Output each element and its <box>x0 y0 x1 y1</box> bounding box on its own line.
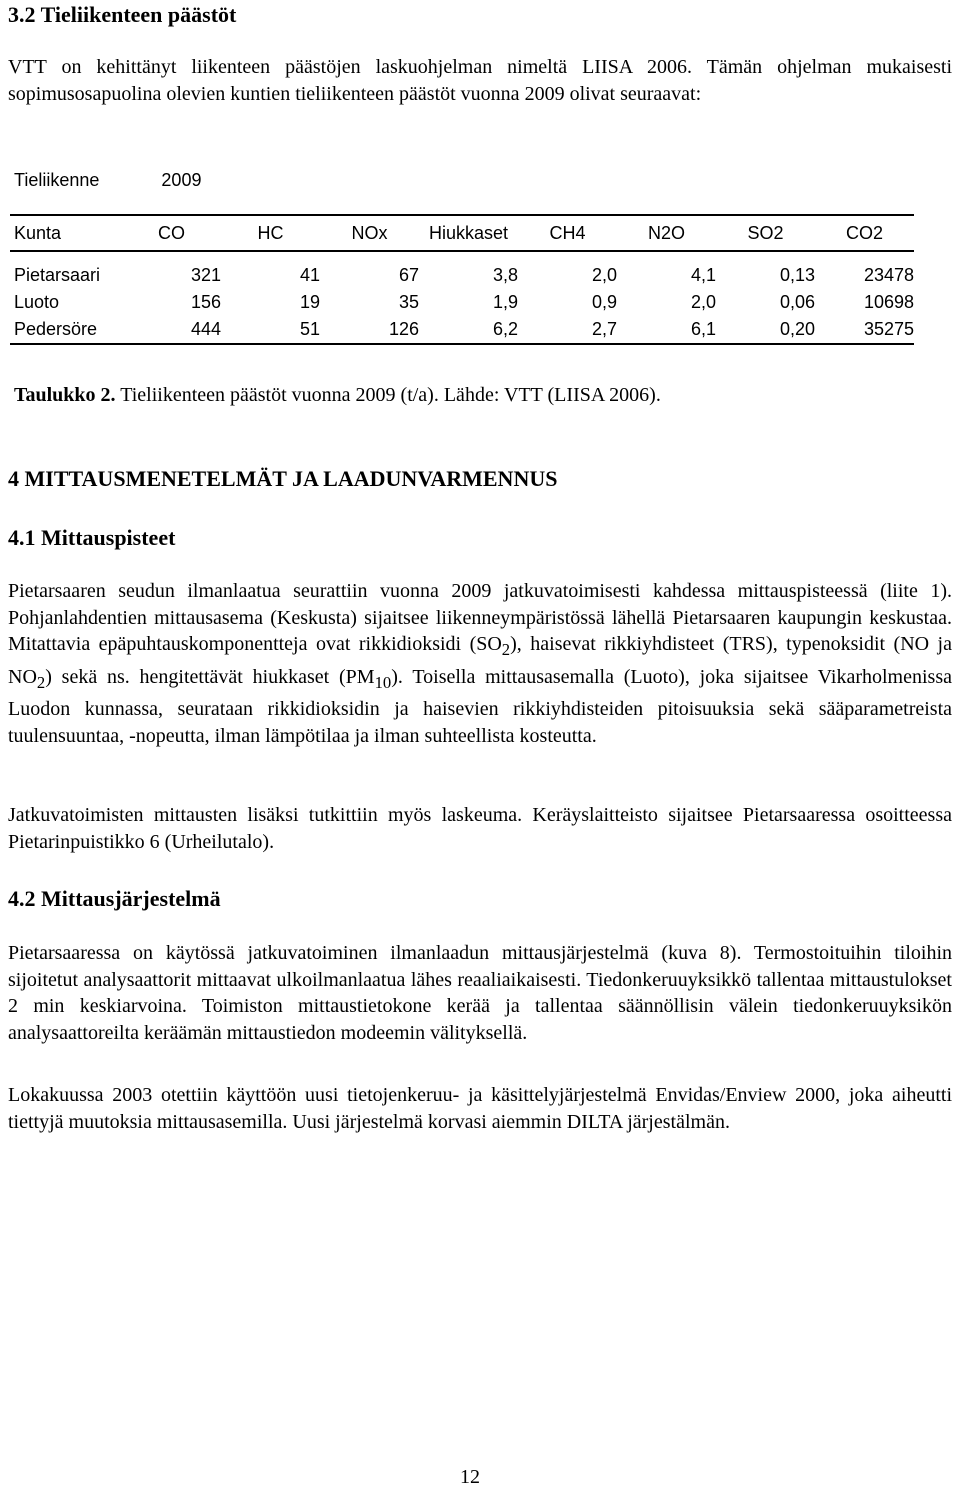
table-label-row <box>14 170 201 191</box>
paragraph-4-1-a-part3: ) sekä ns. hengitettävät hiukkaset (PM <box>45 665 375 688</box>
emissions-table <box>10 214 914 345</box>
header-kunta: Kunta <box>10 215 122 251</box>
table-cell: 2,7 <box>518 316 617 344</box>
header-ch4: CH4 <box>518 215 617 251</box>
table-cell: 444 <box>122 316 221 344</box>
table-cell: 51 <box>221 316 320 344</box>
table-cell: 0,9 <box>591 292 617 312</box>
table-caption-text: Tieliikenteen päästöt vuonna 2009 (t/a). Lähde: VTT (LIISA 2006). <box>115 384 661 406</box>
table-year: 2009 <box>161 170 202 190</box>
header-hc: HC <box>221 215 320 251</box>
table-cell: 0,20 <box>716 316 815 344</box>
table-cell: 35 <box>398 292 419 312</box>
paragraph-4-1-a <box>8 578 952 749</box>
header-so2: SO2 <box>716 215 815 251</box>
table-caption <box>14 384 661 407</box>
so2-subscript: 2 <box>501 640 511 659</box>
table-cell: 23478 <box>863 265 914 285</box>
table-header-row <box>10 215 914 251</box>
table-cell: 41 <box>299 265 320 285</box>
paragraph-4-1-a-part2: ), haisevat rikkiyhdisteet (TRS), typenoksidit (NO ja NO <box>8 633 952 688</box>
table-cell: 2,0 <box>690 292 716 312</box>
table-row <box>10 316 914 344</box>
table-cell: 0,13 <box>779 265 815 285</box>
paragraph-4-2-b: Lokakuussa 2003 otettiin käyttöön uusi tietojenkeruu- ja käsittelyjärjestelmä Envidas/Enview 2000, joka aiheutti tiettyjä muutoksia mittausasemilla. Uusi järjestelmä korvasi aiemmin DILTA järjestälmän. <box>8 1084 952 1133</box>
table-cell: 35275 <box>815 316 914 344</box>
pm10-subscript: 10 <box>374 672 392 692</box>
table-cell: 1,9 <box>492 292 518 312</box>
chapter-heading-4: 4 MITTAUSMENETELMÄT JA LAADUNVARMENNUS <box>8 466 558 491</box>
table-label: Tieliikenne <box>14 170 100 190</box>
table-cell: 3,8 <box>492 265 518 285</box>
paragraph-4-1-a-part1: Pietarsaaren seudun ilmanlaatua seurattiin vuonna 2009 jatkuvatoimisesti kahdessa mittauspisteessä (liite 1). Pohjanlahdentien mittausasema (Keskusta) sijaitsee liikenneympäristössä lähellä Pietarsaaren kaupungin keskustaa. Mitattavia epäpuhtauskomponentteja ovat rikkidioksidi (SO <box>8 580 952 655</box>
paragraph-4-1-b: Jatkuvatoimisten mittausten lisäksi tutkittiin myös laskeuma. Keräyslaitteisto sijaitsee Pietarsaaressa osoitteessa Pietarinpuistikko 6 (Urheilutalo). <box>8 804 952 853</box>
section-heading-3-2: 3.2 Tieliikenteen päästöt <box>8 2 237 27</box>
table-cell: 6,1 <box>617 316 716 344</box>
table-cell: Luoto <box>14 292 60 312</box>
table-row <box>10 251 914 289</box>
page-number: 12 <box>460 1466 480 1488</box>
table-cell: 67 <box>398 265 419 285</box>
table-cell: 10698 <box>863 292 914 312</box>
table-cell: 156 <box>190 292 221 312</box>
table-cell: 19 <box>299 292 320 312</box>
header-hiukkaset: Hiukkaset <box>419 215 518 251</box>
header-n2o: N2O <box>617 215 716 251</box>
table-cell: 321 <box>190 265 221 285</box>
table-cell: 4,1 <box>690 265 716 285</box>
table-cell: 0,06 <box>779 292 815 312</box>
intro-paragraph: VTT on kehittänyt liikenteen päästöjen laskuohjelman nimeltä LIISA 2006. Tämän ohjelman mukaisesti sopimusosapuolina olevien kuntien tieliikenteen päästöt vuonna 2009 olivat seuraavat: <box>8 56 952 105</box>
section-heading-4-2: 4.2 Mittausjärjestelmä <box>8 886 221 911</box>
table-cell: 126 <box>320 316 419 344</box>
table-cell: 2,0 <box>591 265 617 285</box>
table-cell: Pedersöre <box>10 316 122 344</box>
header-co: CO <box>122 215 221 251</box>
paragraph-4-1-a-part4: ). Toisella mittausasemalla (Luoto), joka sijaitsee Vikarholmenissa Luodon kunnassa, seurataan rikkidioksidin ja haisevien rikkiyhdisteiden pitoisuuksia sekä sääparametreista tuulensuuntaa, -nopeutta, ilman lämpötilaa ja ilman suhteellista kosteutta. <box>8 665 952 747</box>
section-heading-4-1: 4.1 Mittauspisteet <box>8 525 176 550</box>
no2-subscript: 2 <box>36 672 46 692</box>
table-cell: Pietarsaari <box>14 265 101 285</box>
table-cell: 6,2 <box>419 316 518 344</box>
paragraph-4-2-a: Pietarsaaressa on käytössä jatkuvatoiminen ilmanlaadun mittausjärjestelmä (kuva 8). Termostoituihin tiloihin sijoitetut analysaattorit mittaavat ulkoilmanlaatua lähes reaaliaikaisesti. Tiedonkeruuyksikkö tallentaa mittaustulokset 2 min keskiarvoina. Toimiston mittaustietokone kerää ja tallentaa säännöllisin välein tiedonkeruuyksikön analysaattoreilta keräämän mittaustiedon modeemin välityksellä. <box>8 942 952 1044</box>
header-nox: NOx <box>320 215 419 251</box>
table-row <box>10 289 914 316</box>
header-co2: CO2 <box>815 215 914 251</box>
table-caption-label: Taulukko 2. <box>14 384 116 406</box>
